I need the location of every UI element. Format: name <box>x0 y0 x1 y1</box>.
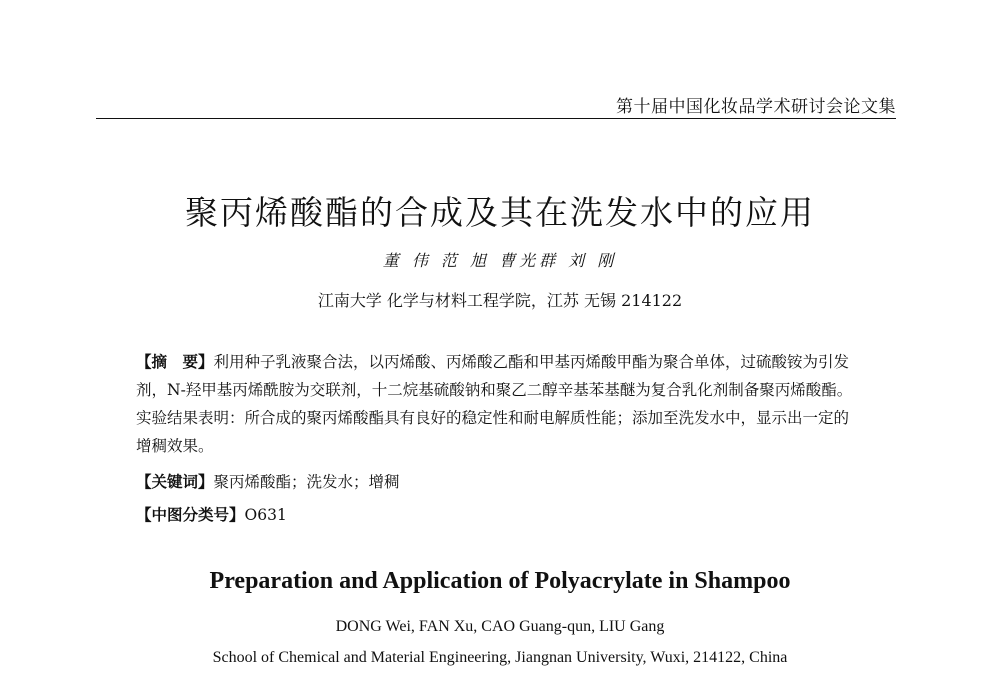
paper-title-en: Preparation and Application of Polyacrylate in Shampoo <box>209 568 791 594</box>
paper-title-cn: 聚丙烯酸酯的合成及其在洗发水中的应用 <box>185 193 815 232</box>
authors-cn: 董 伟 范 旭 曹光群 刘 刚 <box>382 251 618 270</box>
header-rule <box>96 118 896 119</box>
affiliation-cn: 江南大学 化学与材料工程学院，江苏 无锡 214122 <box>317 291 683 310</box>
clc-number <box>136 503 287 525</box>
clc-text: O631 <box>244 506 287 524</box>
affiliation-en: School of Chemical and Material Engineering, Jiangnan University, Wuxi, 214122, China <box>212 649 788 666</box>
authors-en: DONG Wei, FAN Xu, CAO Guang-qun, LIU Gang <box>335 618 665 635</box>
abstract-label: 【摘 要】 <box>136 353 214 371</box>
keywords-text: 聚丙烯酸酯；洗发水；增稠 <box>213 473 400 491</box>
clc-label: 【中图分类号】 <box>136 506 245 524</box>
keywords-cn <box>136 470 400 492</box>
keywords-label: 【关键词】 <box>136 473 214 491</box>
abstract-cn <box>136 348 856 460</box>
abstract-text: 利用种子乳液聚合法，以丙烯酸、丙烯酸乙酯和甲基丙烯酸甲酯为聚合单体，过硫酸铵为引发剂，N-羟甲基丙烯酰胺为交联剂，十二烷基硫酸钠和聚乙二醇辛基苯基醚为复合乳化剂制备聚丙烯酸酯。实验结果表明：所合成的聚丙烯酸酯具有良好的稳定性和耐电解质性能；添加至洗发水中，显示出一定的增稠效果。 <box>136 353 853 455</box>
running-header: 第十届中国化妆品学术研讨会论文集 <box>616 97 896 117</box>
